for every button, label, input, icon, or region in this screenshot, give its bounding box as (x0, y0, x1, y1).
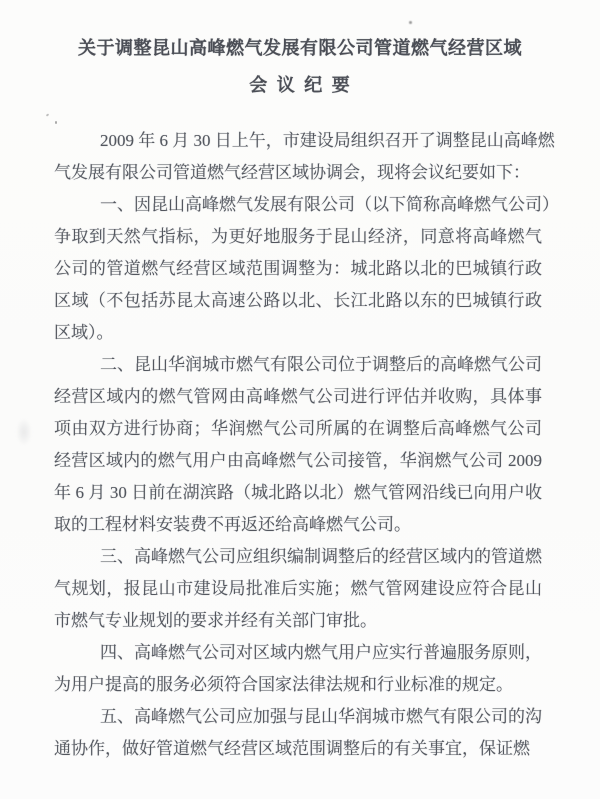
text-line: 市燃气专业规划的要求并经有关部门审批。 (54, 611, 377, 630)
scan-speck (46, 113, 50, 116)
text-line: 2009 年 6 月 30 日上午，市建设局组织召开了调整昆山高峰燃 (100, 131, 555, 150)
text-line: 为用户提高的服务必须符合国家法律法规和行业标准的规定。 (54, 675, 513, 694)
text-line: 通协作，做好管道燃气经营区域范围调整后的有关事宜，保证燃 (54, 739, 530, 758)
document-body (54, 125, 559, 765)
text-line: 三、高峰燃气公司应组织编制调整后的经营区域内的管道燃 (100, 547, 542, 566)
document-subtitle: 会 议 纪 要 (249, 75, 351, 95)
text-line: 争取到天然气指标，为更好地服务于昆山经济，同意将高峰燃气 (54, 227, 542, 246)
text-line: 公司的管道燃气经营区域范围调整为：城北路以北的巴城镇行政 (54, 259, 542, 278)
paragraph (54, 125, 555, 189)
text-line: 二、昆山华润城市燃气有限公司位于调整后的高峰燃气公司 (100, 355, 542, 374)
text-line: 区域（不包括苏昆太高速公路以北、长江北路以东的巴城镇行政 (54, 291, 542, 310)
text-line: 区域）。 (54, 323, 114, 342)
paragraph (54, 189, 559, 349)
text-line: 取的工程材料安装费不再返还给高峰燃气公司。 (54, 515, 411, 534)
text-line: 年 6 月 30 日前在湖滨路（城北路以北）燃气管网沿线已向用户收 (54, 483, 542, 502)
paragraph (54, 349, 542, 541)
text-line: 经营区域内的燃气管网由高峰燃气公司进行评估并收购，具体事 (54, 387, 542, 406)
text-line: 一、因昆山高峰燃气发展有限公司（以下简称高峰燃气公司） (100, 195, 559, 214)
scan-smudge (16, 418, 32, 446)
text-line: 气发展有限公司管道燃气经营区域协调会，现将会议纪要如下： (54, 163, 530, 182)
document-title: 关于调整昆山高峰燃气发展有限公司管道燃气经营区域 (78, 38, 522, 58)
paragraph (54, 701, 542, 765)
text-line: 项由双方进行协商；华润燃气公司所属的在调整后高峰燃气公司 (54, 419, 542, 438)
paragraph (54, 541, 542, 637)
text-line: 经营区域内的燃气用户由高峰燃气公司接管，华润燃气公司 2009 (54, 451, 542, 470)
scan-speck (55, 121, 57, 124)
scan-speck (409, 21, 412, 24)
text-line: 气规划，报昆山市建设局批准后实施；燃气管网建设应符合昆山 (54, 579, 542, 598)
text-line: 五、高峰燃气公司应加强与昆山华润城市燃气有限公司的沟 (100, 707, 542, 726)
text-line: 四、高峰燃气公司对区域内燃气用户应实行普遍服务原则， (100, 643, 542, 662)
paragraph (54, 637, 542, 701)
